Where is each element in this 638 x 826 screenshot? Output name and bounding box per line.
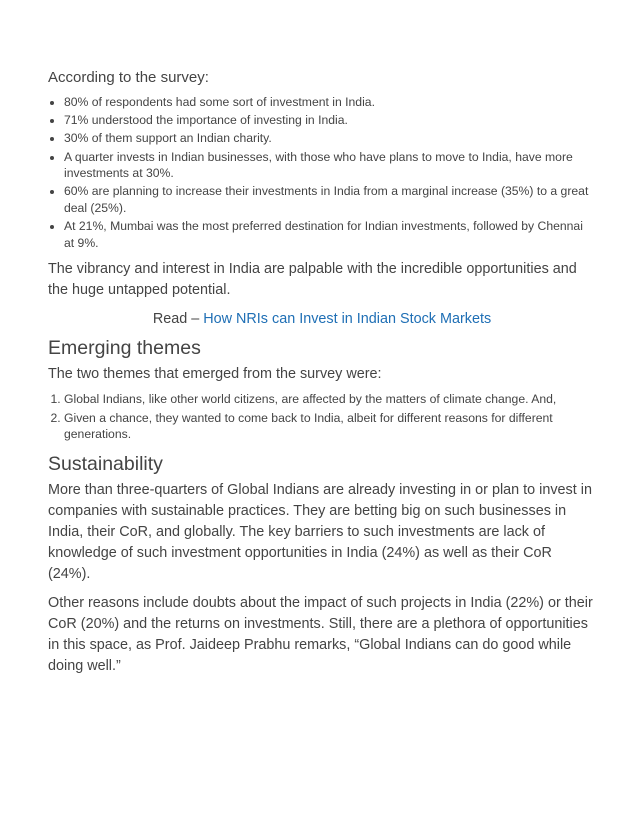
emerging-themes-list — [48, 391, 596, 442]
survey-closing-paragraph: The vibrancy and interest in India are palpable with the incredible opportunities and the huge untapped potential. — [48, 261, 577, 299]
theme-item: 2. Given a chance, they wanted to come back to India, albeit for different reasons for different generations. — [64, 410, 596, 443]
sustainability-paragraph: More than three-quarters of Global Indians are already investing in or plan to invest in companies with sustainable practices. They are betting big on such businesses in India, their CoR, and globally. The key barriers to such investments are lack of knowledge of such investment opportunities in India (24%) as well as their CoR (24%). — [48, 481, 592, 582]
emerging-themes-heading: Emerging themes — [48, 337, 201, 360]
read-more-prefix: Read – — [152, 311, 204, 328]
survey-finding: • 80% of respondents had some sort of investment in India. — [64, 94, 596, 111]
sustainability-paragraph: Other reasons include doubts about the impact of such projects in India (22%) or their CoR (20%) and the returns on investments. Still, there are a plethora of opportunities in this space, as Prof. Jaideep Prabhu remarks, “Global Indians can do good while doing well.” — [48, 594, 593, 674]
survey-intro: According to the survey: — [48, 69, 209, 86]
survey-finding: • 60% are planning to increase their investments in India from a marginal increase (35%) to a great deal (25%). — [64, 183, 596, 216]
sustainability-heading: Sustainability — [48, 452, 163, 475]
article-body — [48, 68, 596, 685]
survey-finding: • A quarter invests in Indian businesses, with those who have plans to move to India, have more investments at 30%. — [64, 149, 596, 182]
survey-finding: • 30% of them support an Indian charity. — [64, 130, 596, 147]
read-more-line — [48, 309, 596, 330]
survey-finding: • 71% understood the importance of investing in India. — [64, 112, 596, 129]
survey-finding: • At 21%, Mumbai was the most preferred destination for Indian investments, followed by Chennai at 9%. — [64, 218, 596, 251]
survey-findings-list — [48, 94, 596, 251]
emerging-themes-intro: The two themes that emerged from the survey were: — [48, 366, 382, 383]
theme-item: 1. Global Indians, like other world citizens, are affected by the matters of climate change. And, — [64, 391, 596, 408]
read-more-link[interactable]: How NRIs can Invest in Indian Stock Markets — [203, 311, 492, 328]
